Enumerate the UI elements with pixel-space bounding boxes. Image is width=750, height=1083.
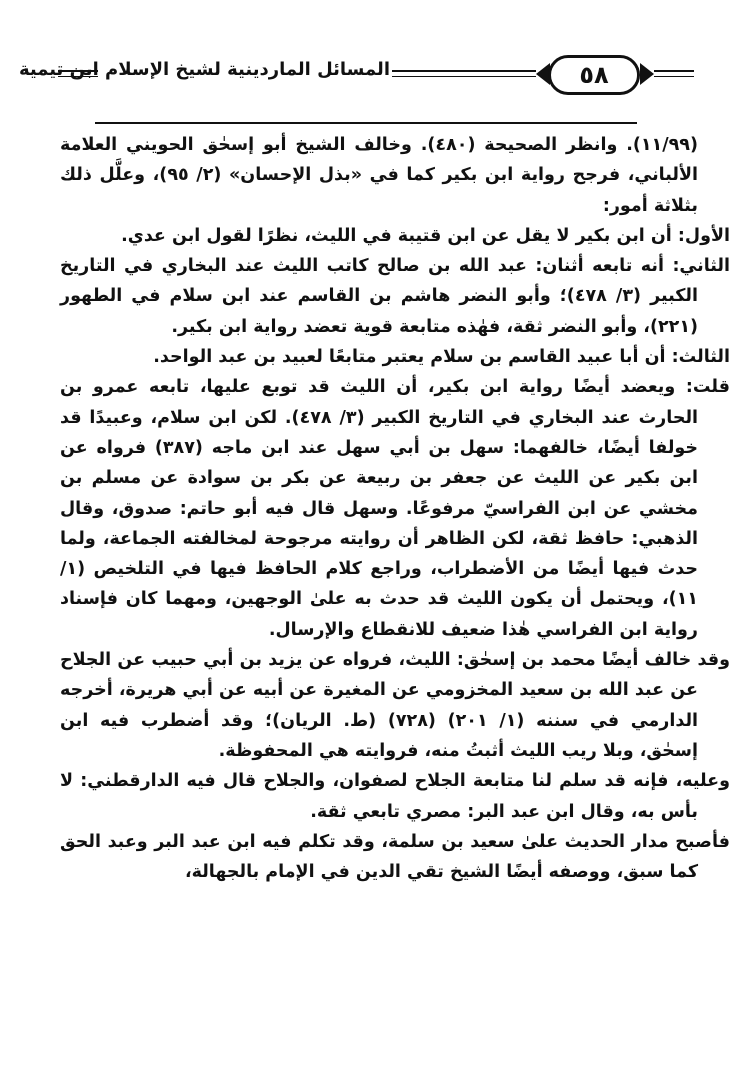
paragraph-text: (١١/٩٩). وانظر الصحيحة (٤٨٠). وخالف الشيخ أبو إسحٰق الحويني العلامة الألباني، فرجح رواية ابن بكير كما في «بذل الإحسان» (٢/ ٩٥)، وعلَّل ذلك بثلاثة أمور: (60, 135, 698, 216)
paragraph (60, 221, 730, 251)
header-rule-right-thin (654, 76, 694, 77)
running-title: المسائل الماردينية لشيخ الإسلام ابن تيمية (18, 59, 390, 80)
paragraph-text: ويعضد أيضًا رواية ابن بكير، أن الليث قد توبع عليها، تابعه عمرو بن الحارث عند البخاري في التاريخ الكبير (٣/ ٤٧٨). لكن ابن سلام، وعبيدًا قد خولفا أيضًا، خالفهما: سهل بن أبي سهل عند ابن ماجه (٣٨٧) فرواه عن ابن بكير عن الليث عن جعفر بن ربيعة عن بكر بن سوادة عن مسلم بن مخشي عن ابن الفراسيّ مرفوعًا. وسهل قال فيه أبو حاتم: صدوق، وقال الذهبي: حافظ ثقة، لكن الظاهر أن روايته مرجوحة لمخالفته الجماعة، ولما حدث فيها أيضًا من الأضطراب، وراجع كلام الحافظ فيها في التلخيص (١/ ١١)، ويحتمل أن يكون الليث قد حدث به علىٰ الوجهين، ومهما كان فإسناد رواية ابن الفراسي هٰذا ضعيف للانقطاع والإرسال. (60, 377, 699, 640)
paragraph-text: وقد خالف أيضًا محمد بن إسحٰق: الليث، فرواه عن يزيد بن أبي حبيب عن الجلاح عن عبد الله بن سعيد المخزومي عن المغيرة عن أبيه عن أبي هريرة، أخرجه الدارمي في سننه (١/ ٢٠١) (٧٢٨) (ط. الريان)؛ وقد أضطرب فيه ابن إسحٰق، وبلا ريب الليث أثبتُ منه، فروايته هي المحفوظة. (60, 650, 730, 761)
paragraph-text: فأصبح مدار الحديث علىٰ سعيد بن سلمة، وقد تكلم فيه ابن عبد البر وعبد الحق كما سبق، ووصفه أيضًا الشيخ تقي الدين في الإمام بالجهالة، (60, 831, 730, 883)
paragraph-text: أنه تابعه أثنان: عبد الله بن صالح كاتب الليث عند البخاري في التاريخ الكبير (٣/ ٤٧٨)؛ وأبو النضر هاشم بن القاسم عند ابن سلام في الطهور (٢٢١)، وأبو النضر ثقة، فهٰذه متابعة قوية تعضد رواية ابن بكير. (60, 256, 699, 337)
paragraph-lead: قلت: (685, 377, 730, 398)
body-text (60, 130, 730, 887)
paragraph (60, 372, 730, 645)
paragraph (60, 645, 730, 766)
page-header (0, 55, 750, 103)
badge-arrow-right-icon (640, 63, 654, 85)
page-number: ٥٨ (548, 55, 640, 95)
header-rule-middle-thin (392, 76, 536, 77)
header-rule-middle (392, 70, 536, 72)
paragraph (60, 827, 730, 888)
paragraph-text: أن أبا عبيد القاسم بن سلام يعتبر متابعًا لعبيد بن عبد الواحد. (153, 347, 672, 368)
paragraph (60, 342, 730, 372)
paragraph-text: وعليه، فإنه قد سلم لنا متابعة الجلاح لصفوان، والجلاح قال فيه الدارقطني: لا بأس به، وقال ابن عبد البر: مصري تابعي ثقة. (60, 771, 730, 822)
header-underline (95, 122, 637, 124)
paragraph-text: أن ابن بكير لا يقل عن ابن قتيبة في الليث، نظرًا لقول ابن عدي. (121, 225, 678, 246)
header-rule-right (654, 70, 694, 72)
paragraph (60, 766, 730, 827)
paragraph (60, 251, 730, 342)
paragraph-lead: الأول: (677, 225, 730, 246)
paragraph-lead: الثاني: (672, 256, 730, 277)
paragraph-lead: الثالث: (671, 347, 730, 368)
paragraph (60, 130, 730, 221)
